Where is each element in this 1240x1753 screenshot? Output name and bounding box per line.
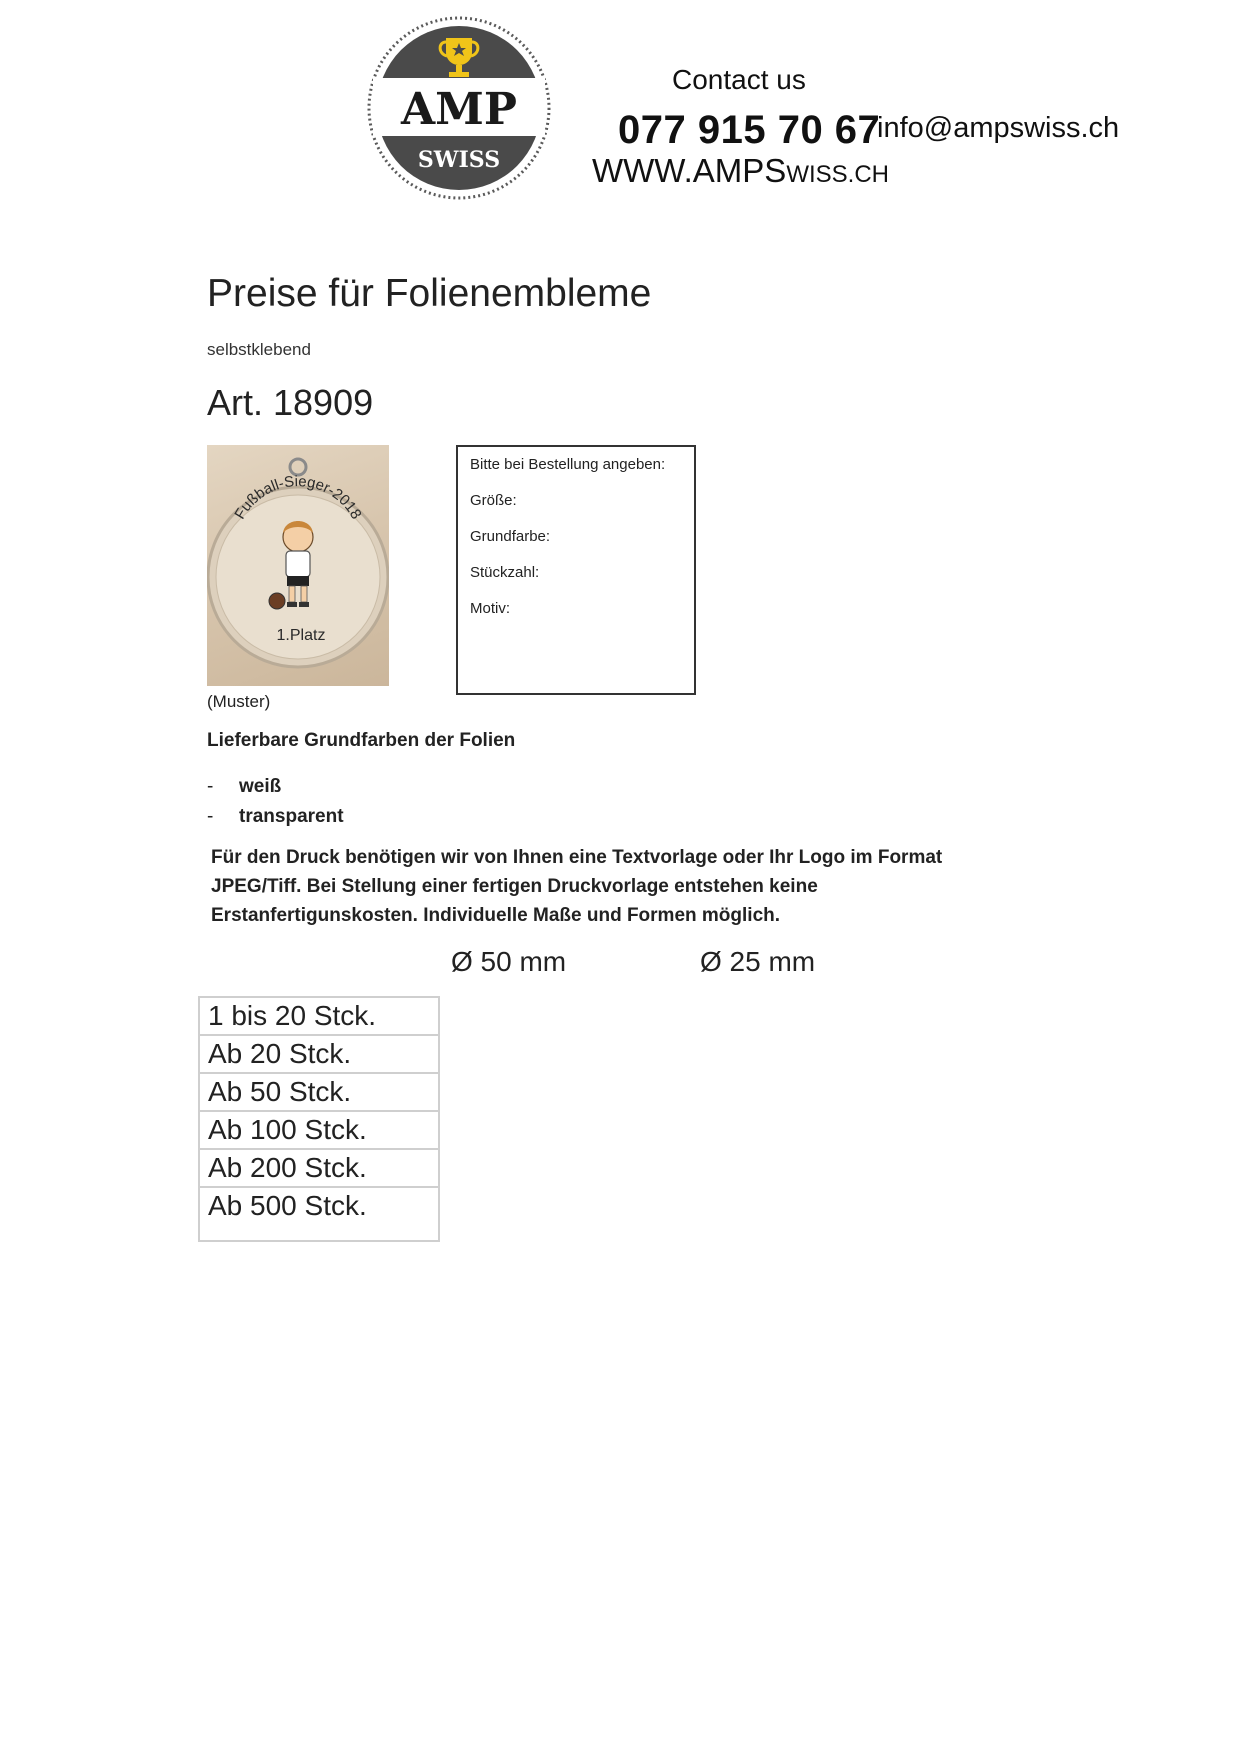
contact-website[interactable] [592,152,889,190]
order-box-heading: Bitte bei Bestellung angeben: [470,456,666,473]
website-tail: WISS.CH [786,161,889,188]
color-option-transparent: transparent [239,806,344,827]
article-number: Art. 18909 [207,382,374,423]
logo-graphic [367,16,551,200]
list-item [207,802,344,832]
colors-heading: Lieferbare Grundfarben der Folien [207,730,516,751]
order-field-quantity: Stückzahl: [470,564,540,581]
table-row [199,1187,439,1241]
table-row [199,1073,439,1111]
medal-place-text: 1.Platz [276,627,326,644]
page-title: Preise für Folienembleme [207,272,652,315]
website-main: WWW.AMPS [592,152,787,189]
page-subtitle: selbstklebend [207,340,311,359]
quantity-cell: Ab 50 Stck. [199,1073,439,1111]
quantity-cell: Ab 500 Stck. [199,1187,439,1241]
table-row [199,1111,439,1149]
contact-title: Contact us [672,64,806,95]
photo-caption: (Muster) [207,692,271,711]
quantity-cell: Ab 200 Stck. [199,1149,439,1187]
list-dash: - [207,806,214,827]
size-50mm-header: Ø 50 mm [451,946,567,977]
list-dash: - [207,776,214,797]
table-row [199,997,439,1035]
print-info-paragraph: Für den Druck benötigen wir von Ihnen eine Textvorlage oder Ihr Logo im Format JPEG/Tiff. Bei Stellung einer fertigen Druckvorlage entstehen keine Erstanfertigunskosten. Individuelle Maße und Formen möglich. [211,847,943,926]
colors-list [207,772,344,832]
order-field-size: Größe: [470,492,517,509]
medal-arc-textpath: Fußball-Sieger-2018 [231,472,365,523]
sample-medal-photo [207,445,389,686]
contact-phone[interactable]: 077 915 70 67 [618,108,881,152]
logo-sub-text: SWISS [417,147,501,173]
size-25mm-header: Ø 25 mm [700,946,816,977]
table-row [199,1035,439,1073]
order-field-color: Grundfarbe: [470,528,551,545]
list-item [207,772,344,802]
medal-graphic [207,445,389,686]
price-table [198,996,440,1242]
table-row [199,1149,439,1187]
color-option-white: weiß [239,776,282,797]
contact-email[interactable]: info@ampswiss.ch [877,112,1120,144]
quantity-cell: Ab 20 Stck. [199,1035,439,1073]
order-field-motif: Motiv: [470,600,511,617]
logo-main-text: AMP [401,84,517,135]
quantity-cell: Ab 100 Stck. [199,1111,439,1149]
order-info-box [456,445,696,695]
amp-swiss-logo [367,16,551,200]
quantity-cell: 1 bis 20 Stck. [199,997,439,1035]
